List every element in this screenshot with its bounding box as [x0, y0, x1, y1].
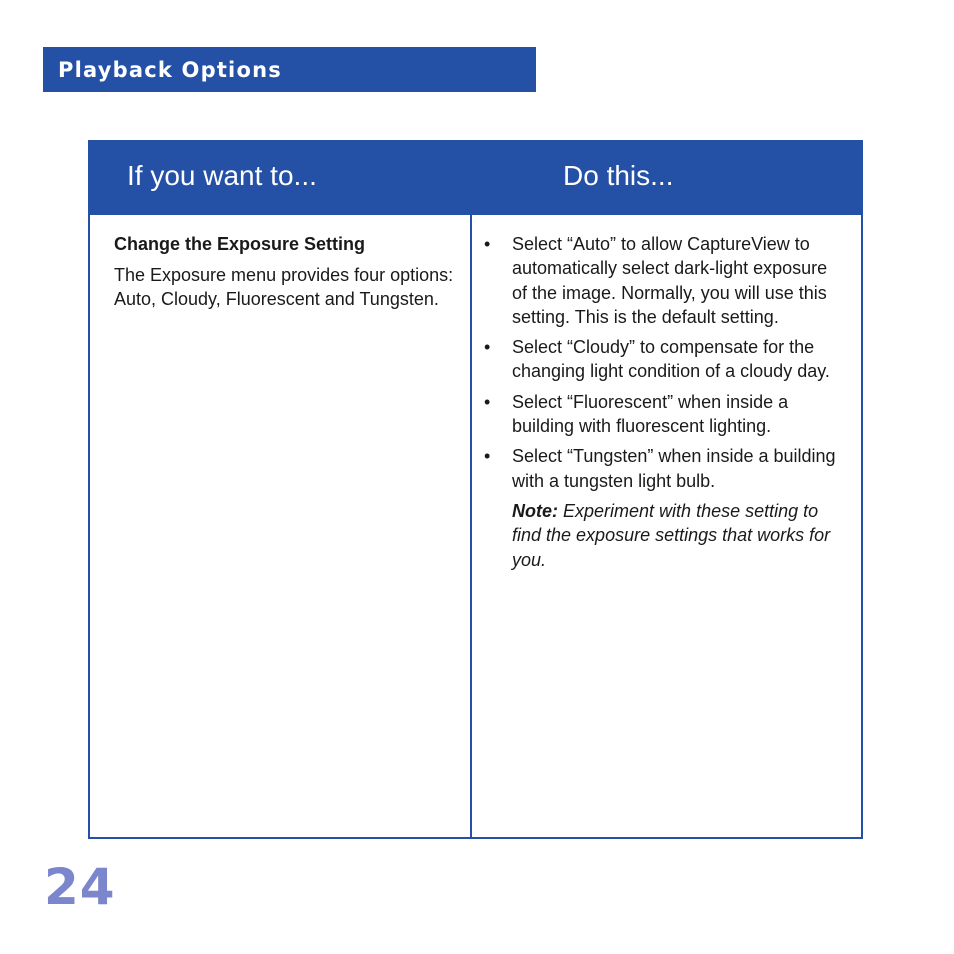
- instruction-list: [484, 232, 844, 493]
- list-item-text: Select “Tungsten” when inside a building with a tungsten light bulb.: [512, 446, 836, 491]
- note-text: Experiment with these setting to find the exposure settings that works for you.: [512, 500, 831, 570]
- list-item: [484, 232, 844, 329]
- list-item: [484, 335, 844, 384]
- column-divider: [470, 142, 472, 837]
- task-subhead: Change the Exposure Setting: [114, 234, 366, 254]
- bullet-icon: •: [484, 446, 491, 467]
- list-item-text: Select “Cloudy” to compensate for the changing light condition of a cloudy day.: [512, 337, 830, 382]
- list-item: [484, 444, 844, 493]
- header-do-this: Do this...: [563, 159, 674, 191]
- section-banner: [43, 47, 536, 92]
- list-item-text: Select “Auto” to allow CaptureView to automatically select dark-light exposure of the image. Normally, you will use this setting. This is the default setting.: [512, 234, 828, 327]
- note-label: Note:: [512, 500, 558, 521]
- header-if-you-want-to: If you want to...: [127, 159, 317, 191]
- page-number: 24: [44, 858, 116, 916]
- note: [484, 499, 844, 572]
- options-table: [88, 140, 863, 839]
- section-title: Playback Options: [58, 58, 282, 82]
- left-column: [114, 232, 454, 312]
- table-header-row: [90, 142, 861, 215]
- task-description: The Exposure menu provides four options: Auto, Cloudy, Fluorescent and Tungsten.: [114, 264, 454, 309]
- bullet-icon: •: [484, 391, 491, 412]
- right-column: [484, 232, 844, 572]
- bullet-icon: •: [484, 234, 491, 254]
- bullet-icon: •: [484, 337, 491, 358]
- list-item: [484, 390, 844, 439]
- list-item-text: Select “Fluorescent” when inside a building with fluorescent lighting.: [512, 391, 789, 437]
